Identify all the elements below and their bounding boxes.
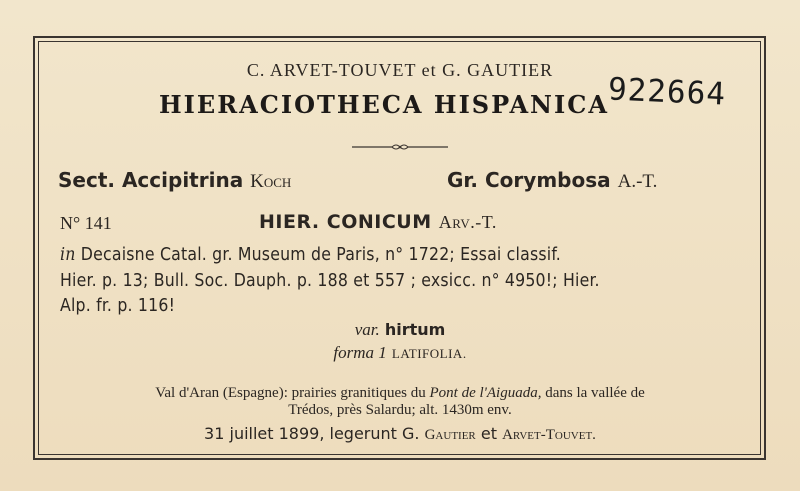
- specimen-number: N° 141: [60, 213, 112, 233]
- date-text: 31 juillet 1899, legerunt G.: [204, 424, 420, 443]
- variety-name: hirtum: [384, 320, 446, 339]
- group-name: Corymbosa: [485, 168, 611, 192]
- ornament-divider-icon: [352, 142, 448, 152]
- locality-text-b: dans la vallée de: [545, 385, 645, 401]
- species-line: [259, 211, 497, 233]
- collector-2: Arvet-Touvet.: [502, 427, 596, 443]
- species-author: Arv.-T.: [438, 212, 497, 232]
- locality-line-1: [58, 385, 742, 402]
- group-line: [447, 168, 657, 193]
- collection-title: HIERACIOTHECA HISPANICA: [159, 90, 609, 119]
- date-and: et: [480, 424, 497, 443]
- reference-line-3: Alp. fr. p. 116!: [60, 296, 176, 316]
- variety-line: [0, 320, 800, 340]
- group-author: A.-T.: [617, 171, 658, 192]
- group-prefix: Gr.: [447, 168, 479, 192]
- locality-line-2: Trédos, près Salardu; alt. 1430m env.: [288, 402, 512, 418]
- section-name: Accipitrina: [121, 168, 244, 192]
- collection-date-line: [0, 424, 800, 444]
- catalog-number-stamp: 922664: [607, 71, 727, 113]
- collector-1: Gautier: [424, 427, 476, 443]
- locality-place: Pont de l'Aiguada,: [429, 385, 542, 401]
- reference-line-1: [60, 245, 746, 265]
- forma-name: LATIFOLIA.: [391, 346, 467, 361]
- ref-in: in: [60, 245, 76, 265]
- locality-text-a: Val d'Aran (Espagne): prairies granitiques du: [155, 385, 426, 401]
- authors-line: C. ARVET-TOUVET et G. GAUTIER: [246, 60, 554, 80]
- forma-line: [0, 343, 800, 363]
- reference-line-2: Hier. p. 13; Bull. Soc. Dauph. p. 188 et 557 ; exsicc. n° 4950!; Hier.: [60, 271, 600, 291]
- ref-text-1: Decaisne Catal. gr. Museum de Paris, n° 1722; Essai classif.: [80, 245, 562, 265]
- species-name: HIER. CONICUM: [259, 211, 432, 233]
- section-line: [58, 168, 291, 193]
- section-author: Koch: [250, 171, 292, 192]
- variety-prefix: var.: [354, 320, 380, 339]
- forma-prefix: forma 1: [333, 343, 387, 362]
- section-prefix: Sect.: [58, 168, 115, 192]
